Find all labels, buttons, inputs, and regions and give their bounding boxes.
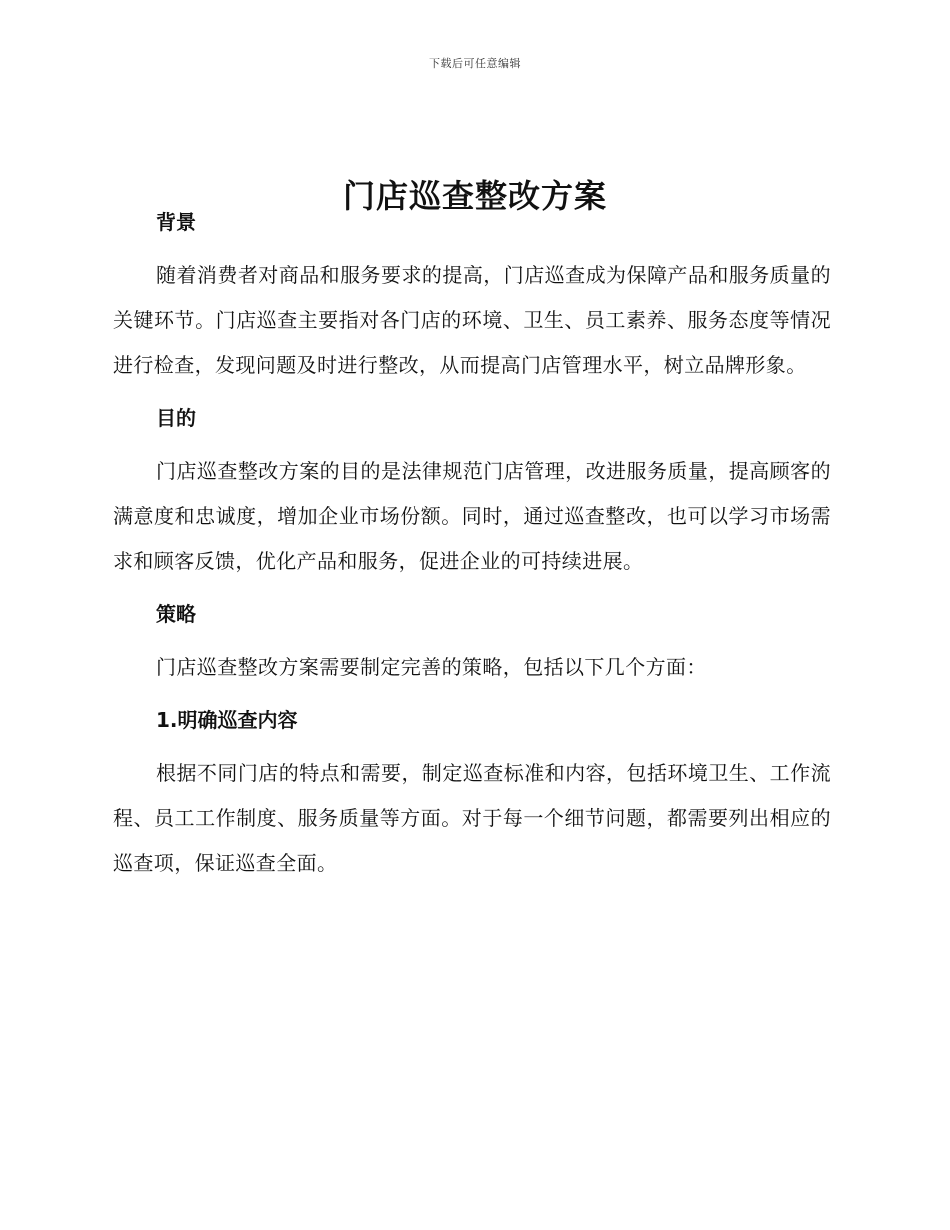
document-body [113,205,831,886]
section-heading-background: 背景 [156,210,196,234]
section-paragraph-purpose: 门店巡查整改方案的目的是法律规范门店管理，改进服务质量，提高顾客的满意度和忠诚度，增加企业市场份额。同时，通过巡查整改，也可以学习市场需求和顾客反馈，优化产品和服务，促进企业的可持续进展。 [113,459,831,573]
header-note: 下载后可任意编辑 [429,57,521,70]
document-title: 门店巡查整改方案 [342,177,607,216]
section-heading-inspection-content: 1.明确巡查内容 [156,708,298,732]
section-paragraph-background: 随着消费者对商品和服务要求的提高，门店巡查成为保障产品和服务质量的关键环节。门店巡查主要指对各门店的环境、卫生、员工素养、服务态度等情况进行检查，发现问题及时进行整改，从而提高门店管理水平，树立品牌形象。 [113,263,831,377]
section-heading-purpose: 目的 [156,406,196,430]
section-paragraph-strategy: 门店巡查整改方案需要制定完善的策略，包括以下几个方面： [156,655,707,679]
section-paragraph-inspection-content: 根据不同门店的特点和需要，制定巡查标准和内容，包括环境卫生、工作流程、员工工作制度、服务质量等方面。对于每一个细节问题，都需要列出相应的巡查项，保证巡查全面。 [113,761,831,875]
section-heading-strategy: 策略 [156,602,196,626]
